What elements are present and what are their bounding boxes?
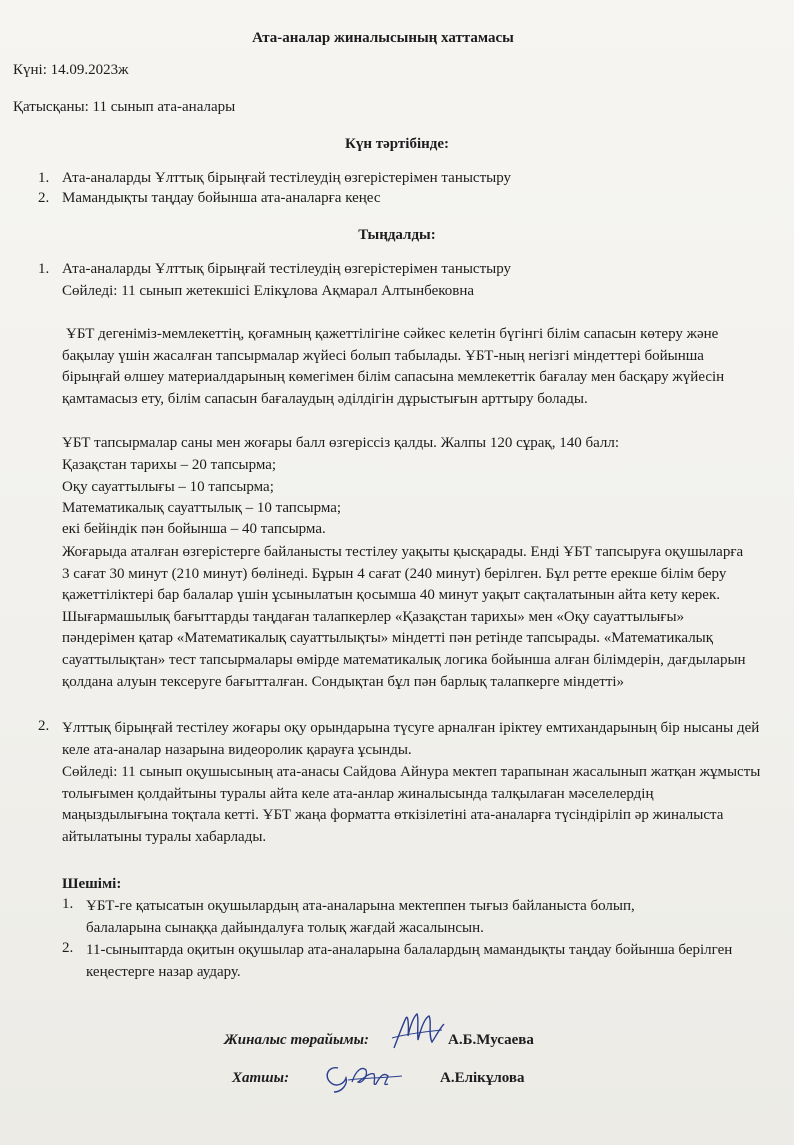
- decision-item-1: ҰБТ-ге қатысатын оқушылардың ата-аналарына мектеппен тығыз байланыста болып, балаларына сынаққа дайындалуға толық жағдай жасалынсын.: [86, 898, 635, 936]
- attendees-line: Қатысқаны: 11 сынып ата-аналары: [13, 99, 236, 115]
- secretary-name: А.Елікұлова: [440, 1070, 525, 1086]
- heard-item-1-number: 1.: [38, 261, 50, 277]
- secretary-signature-icon: [318, 1056, 408, 1096]
- agenda-item-2-number: 2.: [38, 190, 50, 206]
- heard-item-1-paragraph-1: ҰБТ дегеніміз-мемлекеттің, қоғамның қажеттілігіне сәйкес келетін бүгінгі білім сапасын көтеру және бақылау үшін жасалған тапсырмалар жүйесі болып табылады. ҰБТ-ның негізгі міндеттері бойынша бірыңғай өлшеу материалдарының көмегімен білім сапасына мемлекеттік бағалау мен басқару жүйесін қамтамасыз ету, білім сапасын бағалаудың әділдігін дұрыстығын арттыру болады.: [62, 326, 725, 407]
- document-title: Ата-аналар жиналысының хаттамасы: [252, 30, 514, 46]
- heard-item-2-paragraph: Сөйледі: 11 сынып оқушысының ата-анасы Сайдова Айнура мектеп тарапынан жасалынып жатқан жұмысты толығымен қолдайтыны туралы айта келе ата-анлар жиналысында талқылаған мәселелердің маңыздылығына тоқтала кетті. ҰБТ жаңа форматта өткізілетіні ата-аналарға түсіндіріліп әр жиналыста айтылатыны туралы хабарлады.: [62, 764, 761, 845]
- decision-heading: Шешімі:: [62, 876, 122, 892]
- heard-item-1-title: Ата-аналарды Ұлттық бірыңғай тестілеудің өзгерістерімен таныстыру: [62, 261, 512, 277]
- agenda-item-1: Ата-аналарды Ұлттық бірыңғай тестілеудің өзгерістерімен таныстыру: [62, 170, 512, 186]
- chair-name: А.Б.Мусаева: [448, 1032, 534, 1048]
- decision-item-2: 11-сыныптарда оқитын оқушылар ата-аналарына балалардың мамандықты таңдау бойынша берілген кеңестерге назар аудару.: [86, 942, 733, 980]
- chair-signature-icon: [388, 1008, 448, 1056]
- tasks-profile-line: екі бейіндік пән бойынша – 40 тапсырма.: [62, 521, 326, 537]
- decision-item-2-number: 2.: [62, 940, 74, 956]
- date-line: Күні: 14.09.2023ж: [13, 62, 129, 78]
- heard-item-1-paragraph-2: Жоғарыда аталған өзгерістерге байланысты тестілеу уақыты қысқарады. Енді ҰБТ тапсыруға оқушыларға 3 сағат 30 минут (210 минут) бөлінеді. Бұрын 4 сағат (240 минут) берілген. Бұл ретте ерекше білім беру қажеттіліктері бар балалар үшін ұсынылатын қосымша 40 минут уақыт сақталатынын айта кету керек. Шығармашылық бағыттарды таңдаған талапкерлер «Қазақстан тарихы» мен «Оқу сауаттылығы» пәндерімен қатар «Математикалық сауаттылықты» міндетті пән ретінде тапсырады. «Математикалық сауаттылықтан» тест тапсырмалары өмірде математикалық логика бойынша алған білімдерін, дағдыларын қолдана алуын тексеруге бағытталған. Сондықтан бұл пән барлық талапкерге міндетті»: [62, 544, 746, 690]
- heard-heading: Тыңдалды:: [358, 227, 436, 243]
- tasks-summary-line: ҰБТ тапсырмалар саны мен жоғары балл өзгеріссіз қалды. Жалпы 120 сұрақ, 140 балл:: [62, 435, 620, 451]
- tasks-reading-line: Оқу сауаттылығы – 10 тапсырма;: [62, 479, 274, 495]
- chair-label: Жиналыс төрайымы:: [224, 1032, 370, 1048]
- tasks-history-line: Қазақстан тарихы – 20 тапсырма;: [62, 457, 277, 473]
- heard-item-2-number: 2.: [38, 718, 50, 734]
- tasks-math-line: Математикалық сауаттылық – 10 тапсырма;: [62, 500, 342, 516]
- secretary-label: Хатшы:: [232, 1070, 290, 1086]
- heard-item-2-text: Ұлттық бірыңғай тестілеу жоғары оқу орындарына түсуге арналған іріктеу емтихандарының бір нысаны дей келе ата-аналар назарына видеоролик қарауға ұсынды.: [62, 720, 760, 758]
- agenda-item-1-number: 1.: [38, 170, 50, 186]
- heard-item-1-speaker: Сөйледі: 11 сынып жетекшісі Елікұлова Ақмарал Алтынбековна: [62, 283, 475, 299]
- agenda-heading: Күн тәртібінде:: [344, 136, 450, 152]
- decision-item-1-number: 1.: [62, 896, 74, 912]
- agenda-item-2: Мамандықты таңдау бойынша ата-аналарға кеңес: [62, 190, 381, 206]
